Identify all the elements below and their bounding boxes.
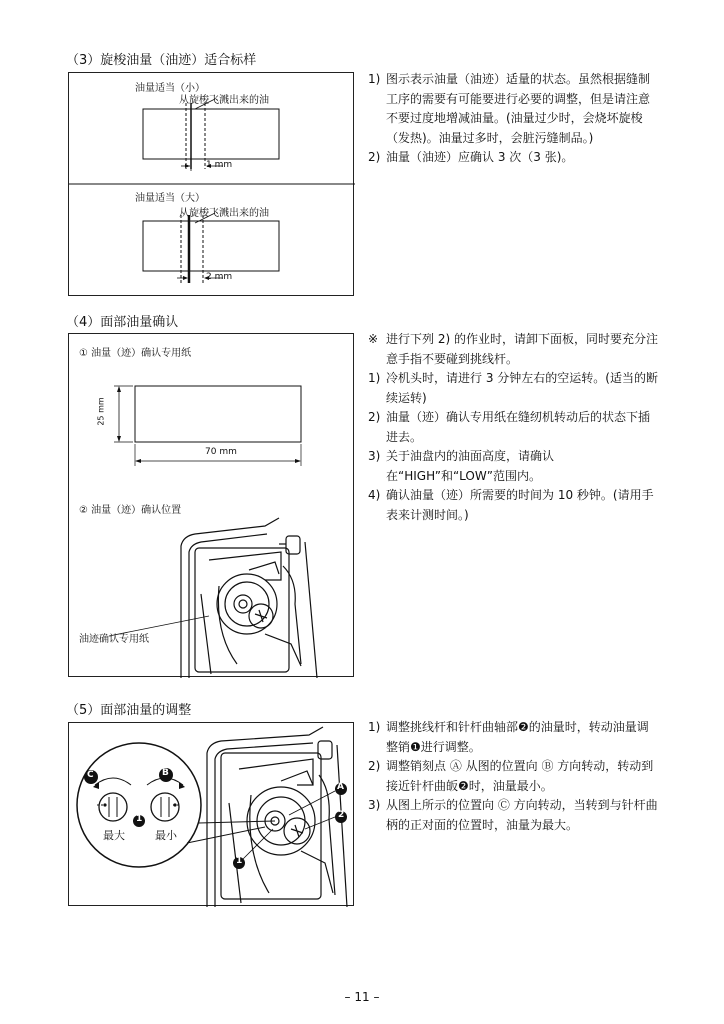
note-item: 4) 确认油量（迹）所需要的时间为 10 秒钟。(请用手表来计测时间。) bbox=[368, 488, 654, 522]
note-item: 2) 油量（油迹）应确认 3 次（3 张)。 bbox=[368, 150, 574, 164]
note-text: 进行下列 2) 的作业时，请卸下面板，同时要充分注意手指不要碰到挑线杆。 bbox=[386, 332, 658, 366]
note-text: 关于油盘内的油面高度，请确认在“HIGH”和“LOW”范围内。 bbox=[386, 449, 555, 483]
large-sample-dimension: 2 mm bbox=[206, 272, 233, 282]
small-sample-title: 油量适当（小） bbox=[135, 83, 205, 94]
note-text: 冷机头时，请进行 3 分钟左右的空运转。(适当的断续运转) bbox=[386, 371, 658, 405]
mark-a: A bbox=[337, 782, 344, 792]
note-text: 调整销刻点 Ⓐ 从图的位置向 Ⓑ 方向转动，转动到接近针杆曲皈❷时，油量最小。 bbox=[386, 759, 654, 793]
note-text: 油量（迹）确认专用纸在缝纫机转动后的状态下插进去。 bbox=[386, 410, 651, 444]
page-number: – 11 – bbox=[344, 990, 380, 1004]
note-item: 3) 关于油盘内的油面高度，请确认在“HIGH”和“LOW”范围内。 bbox=[368, 449, 555, 483]
note-item: ※ 进行下列 2) 的作业时，请卸下面板，同时要充分注意手指不要碰到挑线杆。 bbox=[368, 332, 658, 366]
note-item: 2) 油量（迹）确认专用纸在缝纫机转动后的状态下插进去。 bbox=[368, 410, 651, 444]
note-text: 油量（油迹）应确认 3 次（3 张)。 bbox=[386, 150, 574, 164]
small-sample-caption: 从旋梭飞溅出来的油 bbox=[179, 95, 269, 106]
section3-heading: （3）旋梭油量（油迹）适合标样 bbox=[66, 53, 257, 68]
paper-figure-label: ① 油量（迹）确认专用纸 bbox=[79, 348, 192, 359]
paper-height-dimension: 25 mm bbox=[96, 397, 106, 426]
note-text: 调整挑线杆和针杆曲轴部❷的油量时，转动油量调整销❶进行调整。 bbox=[386, 720, 649, 754]
note-item: 1) 调整挑线杆和针杆曲轴部❷的油量时，转动油量调整销❶进行调整。 bbox=[368, 720, 649, 754]
section4-notes bbox=[368, 330, 658, 525]
note-item: 2) 调整销刻点 Ⓐ 从图的位置向 Ⓑ 方向转动，转动到接近针杆曲皈❷时，油量最小。 bbox=[368, 759, 654, 793]
oil-sample-drawing bbox=[69, 73, 355, 297]
large-sample-caption: 从旋梭飞溅出来的油 bbox=[179, 208, 269, 219]
note-item: 1) 图示表示油量（油迹）适量的状态。虽然根据缝制工序的需要有可能要进行必要的调整，但是请注意不要过度地增减油量。(油量过少时，会烧坏旋梭（发热)。油量过多时，会脏污缝制品。) bbox=[368, 72, 651, 145]
section3-notes bbox=[368, 70, 658, 168]
small-sample-dimension: 1 mm bbox=[206, 160, 233, 170]
mark-1-detail: 1 bbox=[136, 814, 143, 824]
max-label: 最大 bbox=[103, 829, 125, 842]
mark-b: B bbox=[162, 768, 169, 778]
note-item: 1) 冷机头时，请进行 3 分钟左右的空运转。(适当的断续运转) bbox=[368, 371, 658, 405]
section4-heading: （4）面部油量确认 bbox=[66, 315, 179, 330]
min-label: 最小 bbox=[155, 829, 177, 842]
oil-check-figure bbox=[68, 333, 354, 677]
oil-adjust-drawing bbox=[69, 723, 355, 907]
note-text: 图示表示油量（油迹）适量的状态。虽然根据缝制工序的需要有可能要进行必要的调整，但是请注意不要过度地增减油量。(油量过少时，会烧坏旋梭（发热)。油量过多时，会脏污缝制品。) bbox=[386, 72, 651, 145]
oil-adjust-figure bbox=[68, 722, 354, 906]
section5-notes bbox=[368, 718, 658, 835]
section5-heading: （5）面部油量的调整 bbox=[66, 703, 192, 718]
mark-c: C bbox=[87, 770, 94, 780]
note-text: 从图上所示的位置向 Ⓒ 方向转动，当转到与针杆曲柄的正对面的位置时，油量为最大。 bbox=[386, 798, 658, 832]
paper-callout: 油迹确认专用纸 bbox=[79, 634, 149, 645]
oil-sample-figure bbox=[68, 72, 354, 296]
large-sample-title: 油量适当（大） bbox=[135, 193, 205, 204]
mark-1: 1 bbox=[236, 856, 243, 866]
note-item: 3) 从图上所示的位置向 Ⓒ 方向转动，当转到与针杆曲柄的正对面的位置时，油量为最大。 bbox=[368, 798, 658, 832]
position-figure-label: ② 油量（迹）确认位置 bbox=[79, 505, 182, 516]
paper-width-dimension: 70 mm bbox=[205, 447, 237, 457]
mark-2: 2 bbox=[338, 810, 345, 820]
note-text: 确认油量（迹）所需要的时间为 10 秒钟。(请用手表来计测时间。) bbox=[386, 488, 654, 522]
